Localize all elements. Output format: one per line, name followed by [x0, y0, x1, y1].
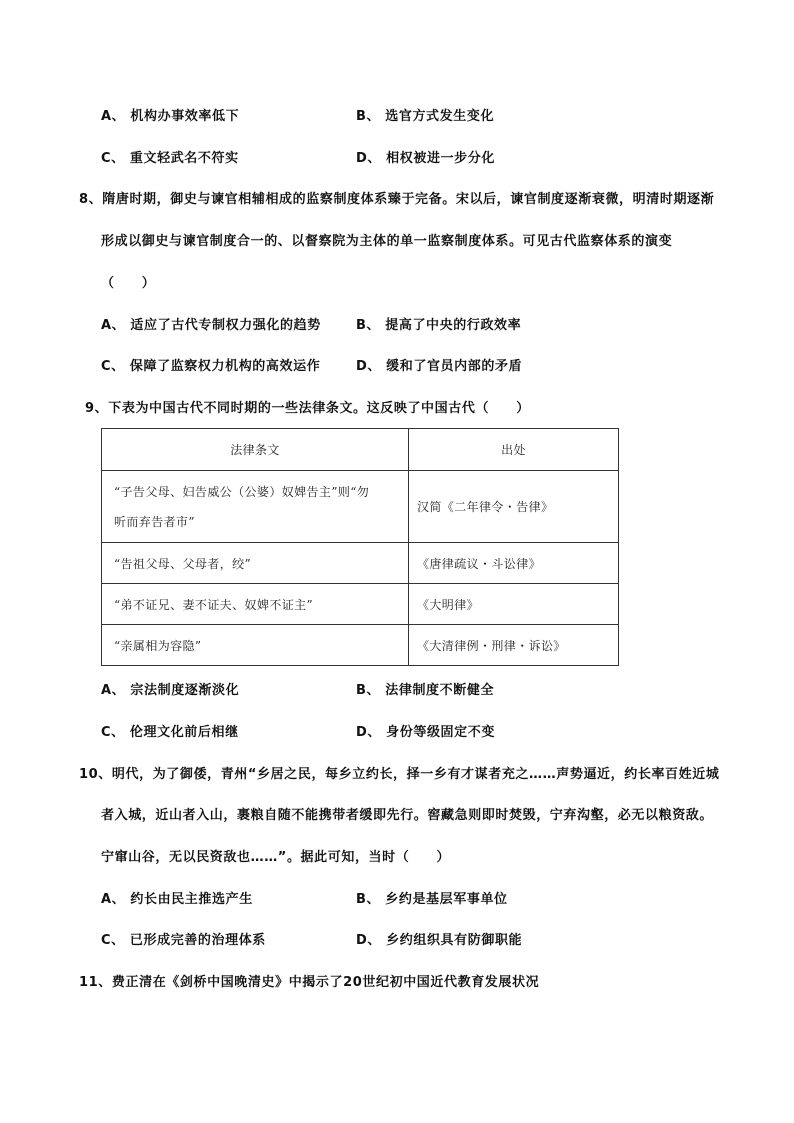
- law-table: [101, 428, 619, 666]
- q8-stem-line2: 形成以御史与谏官制度合一的、以督察院为主体的单一监察制度体系。可见古代监察体系的演变: [101, 234, 673, 249]
- law-source: 汉简《二年律令・告律》: [409, 471, 619, 543]
- table-header-row: [102, 429, 619, 471]
- law-source: 《唐律疏议・斗讼律》: [409, 543, 619, 584]
- q7-option-b[interactable]: B、 选官方式发生变化: [356, 109, 495, 124]
- q8-stem-line1: 8、隋唐时期，御史与谏官相辅相成的监察制度体系臻于完备。宋以后，谏官制度逐渐衰微，明清时期逐渐: [79, 192, 715, 207]
- q9-stem: 9、下表为中国古代不同时期的一些法律条文。这反映了中国古代（ ）: [85, 401, 530, 416]
- q9-number: 9、: [85, 401, 109, 416]
- q8-option-d[interactable]: D、 缓和了官员内部的矛盾: [356, 359, 523, 374]
- q9-option-d[interactable]: D、 身份等级固定不变: [356, 725, 495, 740]
- table-header-law: 法律条文: [102, 429, 409, 471]
- law-source: 《大清律例・刑律・诉讼》: [409, 625, 619, 666]
- q10-stem-line3: 宁窜山谷，无以民资敌也……”。据此可知，当时（ ）: [101, 850, 451, 865]
- q10-option-a[interactable]: A、 约长由民主推选产生: [101, 892, 253, 907]
- table-row: [102, 471, 619, 543]
- q11-number: 11、: [79, 975, 112, 990]
- q7-option-c[interactable]: C、 重文轻武名不符实: [101, 151, 239, 166]
- q10-option-b[interactable]: B、 乡约是基层军事单位: [356, 892, 508, 907]
- q8-option-c[interactable]: C、 保障了监察权力机构的高效运作: [101, 359, 321, 374]
- q8-option-a[interactable]: A、 适应了古代专制权力强化的趋势: [101, 318, 321, 333]
- q9-option-a[interactable]: A、 宗法制度逐渐淡化: [101, 683, 240, 698]
- q10-option-c[interactable]: C、 已形成完善的治理体系: [101, 933, 266, 948]
- q9-option-b[interactable]: B、 法律制度不断健全: [356, 683, 495, 698]
- law-text: “子告父母、妇告威公（公婆）奴婢告主”则“勿 听而弃告者市”: [102, 471, 409, 543]
- law-source: 《大明律》: [409, 584, 619, 625]
- q10-number: 10、: [79, 767, 112, 782]
- law-text: “告祖父母、父母者，绞”: [102, 543, 409, 584]
- q8-option-b[interactable]: B、 提高了中央的行政效率: [356, 318, 522, 333]
- table-header-source: 出处: [409, 429, 619, 471]
- q10-stem-line1: 10、明代，为了御倭，青州“乡居之民，每乡立约长，择一乡有才谋者充之……声势逼近，约长率百姓近城: [79, 767, 720, 782]
- q10-stem-line2: 者入城，近山者入山，裹粮自随不能携带者缓即先行。窖藏急则即时焚毁，宁弃沟壑，必无以粮资敌。: [101, 808, 714, 823]
- q10-option-d[interactable]: D、 乡约组织具有防御职能: [356, 933, 523, 948]
- law-text: “弟不证兄、妻不证夫、奴婢不证主”: [102, 584, 409, 625]
- q8-answer-blank: （ ）: [101, 276, 156, 291]
- q9-option-c[interactable]: C、 伦理文化前后相继: [101, 725, 239, 740]
- q7-option-a[interactable]: A、 机构办事效率低下: [101, 109, 240, 124]
- table-row: [102, 625, 619, 666]
- q8-number: 8、: [79, 192, 103, 207]
- q11-stem: 11、费正清在《剑桥中国晚清史》中揭示了20世纪初中国近代教育发展状况: [79, 975, 540, 990]
- table-row: [102, 543, 619, 584]
- q7-option-d[interactable]: D、 相权被进一步分化: [356, 151, 495, 166]
- table-row: [102, 584, 619, 625]
- law-text: “亲属相为容隐”: [102, 625, 409, 666]
